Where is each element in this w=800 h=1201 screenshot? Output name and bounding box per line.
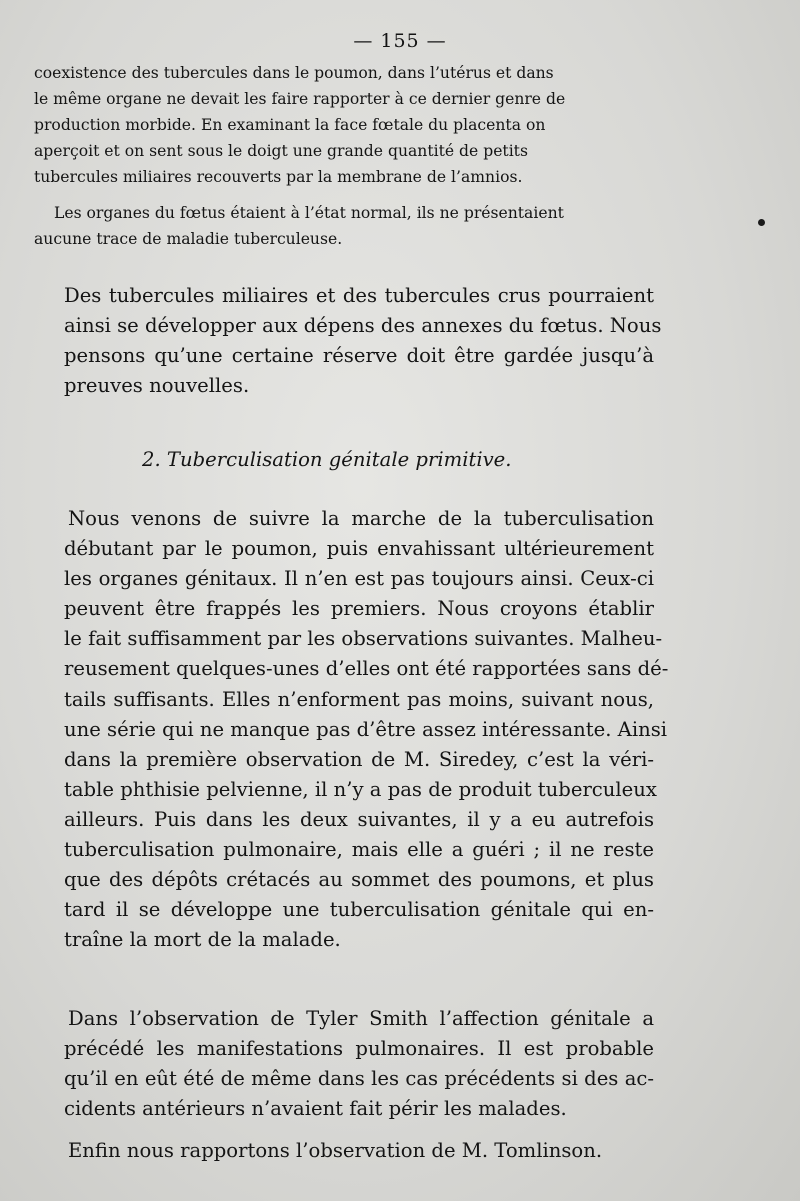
text-line: débutant par le poumon, puis envahissant ultérieurement	[64, 537, 654, 561]
text-line: Enfin nous rapportons l’observation de M. Tomlinson.	[68, 1139, 603, 1162]
ink-speck	[758, 219, 765, 226]
paragraph-1	[64, 281, 662, 401]
text-line: Dans l’observation de Tyler Smith l’affection génitale a	[68, 1007, 654, 1030]
paragraph-3	[64, 1004, 654, 1124]
page-number: — 155 —	[353, 30, 447, 52]
footnote-continuation	[34, 60, 644, 190]
text-line: que des dépôts crétacés au sommet des poumons, et plus	[64, 868, 654, 892]
text-line: le fait suffisamment par les observations suivantes. Malheu-	[64, 627, 663, 651]
text-line: reusement quelques-unes d’elles ont été rapportées sans dé-	[64, 657, 669, 681]
text-line: coexistence des tubercules dans le poumon, dans l’utérus et dans	[34, 64, 554, 82]
text-line: Nous venons de suivre la marche de la tuberculisation	[68, 507, 654, 530]
text-line: tails suffisants. Elles n’enforment pas moins, suivant nous,	[64, 687, 654, 711]
text-line: production morbide. En examinant la face fœtale du placenta on	[34, 116, 546, 134]
text-line: précédé les manifestations pulmonaires. Il est probable	[64, 1037, 654, 1061]
text-line: traîne la mort de la malade.	[64, 928, 341, 952]
text-line: preuves nouvelles.	[64, 374, 250, 398]
text-line: tuberculisation pulmonaire, mais elle a guéri ; il ne reste	[64, 838, 654, 862]
text-line: Les organes du fœtus étaient à l’état normal, ils ne présentaient	[54, 204, 564, 222]
text-line: ailleurs. Puis dans les deux suivantes, il y a eu autrefois	[64, 807, 654, 831]
text-line: qu’il en eût été de même dans les cas précédents si des ac-	[64, 1067, 654, 1091]
text-line: une série qui ne manque pas d’être assez intéressante. Ainsi	[64, 717, 668, 741]
text-line: les organes génitaux. Il n’en est pas toujours ainsi. Ceux-ci	[64, 567, 654, 591]
text-line: dans la première observation de M. Siredey, c’est la véri-	[64, 747, 654, 771]
text-line: tubercules miliaires recouverts par la membrane de l’amnios.	[34, 168, 523, 186]
text-line: pensons qu’une certaine réserve doit être gardée jusqu’à	[64, 344, 654, 368]
paragraph-2	[64, 504, 669, 955]
text-line: tard il se développe une tuberculisation génitale qui en-	[64, 898, 654, 922]
text-line: le même organe ne devait les faire rapporter à ce dernier genre de	[34, 90, 566, 108]
text-line: ainsi se développer aux dépens des annexes du fœtus. Nous	[64, 314, 662, 338]
text-line: Des tubercules miliaires et des tubercules crus pourraient	[64, 284, 654, 307]
text-line: aperçoit et on sent sous le doigt une grande quantité de petits	[34, 142, 528, 160]
section-heading: 2. Tuberculisation génitale primitive.	[142, 448, 512, 471]
text-line: aucune trace de maladie tuberculeuse.	[34, 230, 343, 248]
footnote-paragraph	[34, 200, 644, 252]
text-line: table phthisie pelvienne, il n’y a pas de produit tuberculeux	[64, 777, 657, 801]
text-line: peuvent être frappés les premiers. Nous croyons établir	[64, 597, 654, 621]
text-line: cidents antérieurs n’avaient fait périr les malades.	[64, 1097, 567, 1121]
paragraph-4	[64, 1136, 654, 1166]
